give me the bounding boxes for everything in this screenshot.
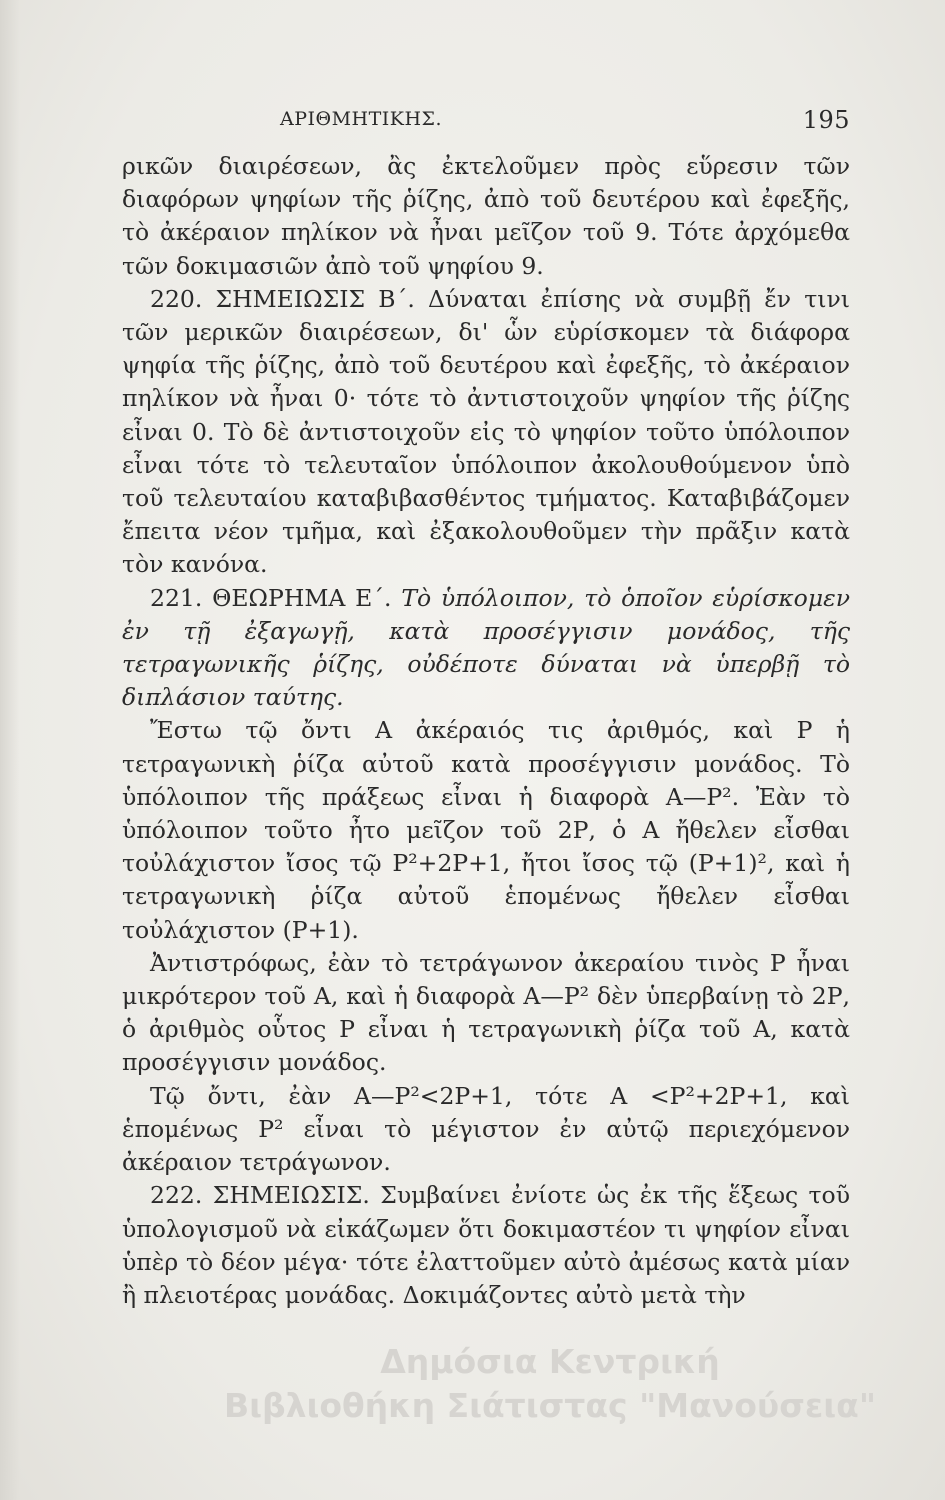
paragraph-continuation: ρικῶν διαιρέσεων, ἂς ἐκτελοῦμεν πρὸς εὕρεσιν τῶν διαφόρων ψηφίων τῆς ῥίζης, ἀπὸ τοῦ δευτέρου καὶ ἐφεξῆς, τὸ ἀκέραιον πηλίκον νὰ ἦναι μεῖζον τοῦ 9. Τότε ἀρχόμεθα τῶν δοκιμασιῶν ἀπὸ τοῦ ψηφίου 9. [122, 152, 850, 280]
library-watermark [200, 1340, 900, 1428]
paragraph-note-222: 222. ΣΗΜΕΙΩΣΙΣ. Συμβαίνει ἐνίοτε ὡς ἐκ τῆς ἕξεως τοῦ ὑπολογισμοῦ νὰ εἰκάζωμεν ὅτι δοκιμαστέον τι ψηφίον εἶναι ὑπὲρ τὸ δέον μέγα· τότε ἐλαττοῦμεν αὐτὸ ἀμέσως κατὰ μίαν ἢ πλειοτέρας μονάδας. Δοκιμάζοντες αὐτὸ μετὰ τὴν [122, 1181, 850, 1309]
page-header [150, 100, 850, 140]
theorem-statement: Τὸ ὑπόλοιπον, τὸ ὁποῖον εὑρίσκομεν ἐν τῇ ἐξαγωγῇ, κατὰ προσέγγισιν μονάδος, τῆς τετραγωνικῆς ῥίζης, οὐδέποτε δύναται νὰ ὑπερβῇ τὸ διπλάσιον ταύτης. [122, 583, 850, 712]
watermark-line-1: Δημόσια Κεντρική [380, 1342, 720, 1381]
page-edge-shadow [0, 0, 20, 1500]
indeed-paragraph: Τῷ ὄντι, ἐὰν Α—Ρ²<2Ρ+1, τότε Α <Ρ²+2Ρ+1, καὶ ἑπομένως Ρ² εἶναι τὸ μέγιστον ἐν αὐτῷ περιεχόμενον ἀκέραιον τετράγωνον. [122, 1081, 850, 1177]
paragraph-note-220: 220. ΣΗΜΕΙΩΣΙΣ Β΄. Δύναται ἐπίσης νὰ συμβῇ ἔν τινι τῶν μερικῶν διαιρέσεων, δι' ὧν εὑρίσκομεν τὰ διάφορα ψηφία τῆς ῥίζης, ἀπὸ τοῦ δευτέρου καὶ ἐφεξῆς, τὸ ἀκέραιον πηλίκον νὰ ἦναι 0· τότε τὸ ἀντιστοιχοῦν ψηφίον τῆς ῥίζης εἶναι 0. Τὸ δὲ ἀντιστοιχοῦν εἰς τὸ ψηφίον τοῦτο ὑπόλοιπον εἶναι τότε τὸ τελευταῖον ὑπόλοιπον ἀκολουθούμενον ὑπὸ τοῦ τελευταίου καταβιβασθέντος τμήματος. Καταβιβάζομεν ἔπειτα νέον τμῆμα, καὶ ἐξακολουθοῦμεν τὴν πρᾶξιν κατὰ τὸν κανόνα. [122, 284, 850, 579]
page-number: 195 [802, 106, 850, 134]
theorem-221 [122, 582, 850, 715]
body-text [122, 150, 850, 1312]
running-title: ΑΡΙΘΜΗΤΙΚΗΣ. [280, 108, 443, 130]
converse-paragraph: Ἀντιστρόφως, ἐὰν τὸ τετράγωνον ἀκεραίου τινὸς Ρ ἦναι μικρότερον τοῦ Α, καὶ ἡ διαφορὰ Α—Ρ² δὲν ὑπερβαίνῃ τὸ 2Ρ, ὁ ἀριθμὸς οὗτος Ρ εἶναι ἡ τετραγωνικὴ ῥίζα τοῦ Α, κατὰ προσέγγισιν μονάδος. [122, 948, 850, 1077]
proof-paragraph: Ἔστω τῷ ὄντι Α ἀκέραιός τις ἀριθμός, καὶ Ρ ἡ τετραγωνικὴ ῥίζα αὐτοῦ κατὰ προσέγγισιν μονάδος. Τὸ ὑπόλοιπον τῆς πράξεως εἶναι ἡ διαφορὰ Α—Ρ². Ἐὰν τὸ ὑπόλοιπον τοῦτο ἦτο μεῖζον τοῦ 2Ρ, ὁ Α ἤθελεν εἶσθαι τοὐλάχιστον ἴσος τῷ Ρ²+2Ρ+1, ἤτοι ἴσος τῷ (Ρ+1)², καὶ ἡ τετραγωνικὴ ῥίζα αὐτοῦ ἑπομένως ἤθελεν εἶσθαι τοὐλάχιστον (Ρ+1). [122, 716, 850, 944]
theorem-label: 221. ΘΕΩΡΗΜΑ Ε΄. [150, 583, 392, 612]
watermark-line-2: Βιβλιοθήκη Σιάτιστας "Μανούσεια" [223, 1386, 877, 1425]
